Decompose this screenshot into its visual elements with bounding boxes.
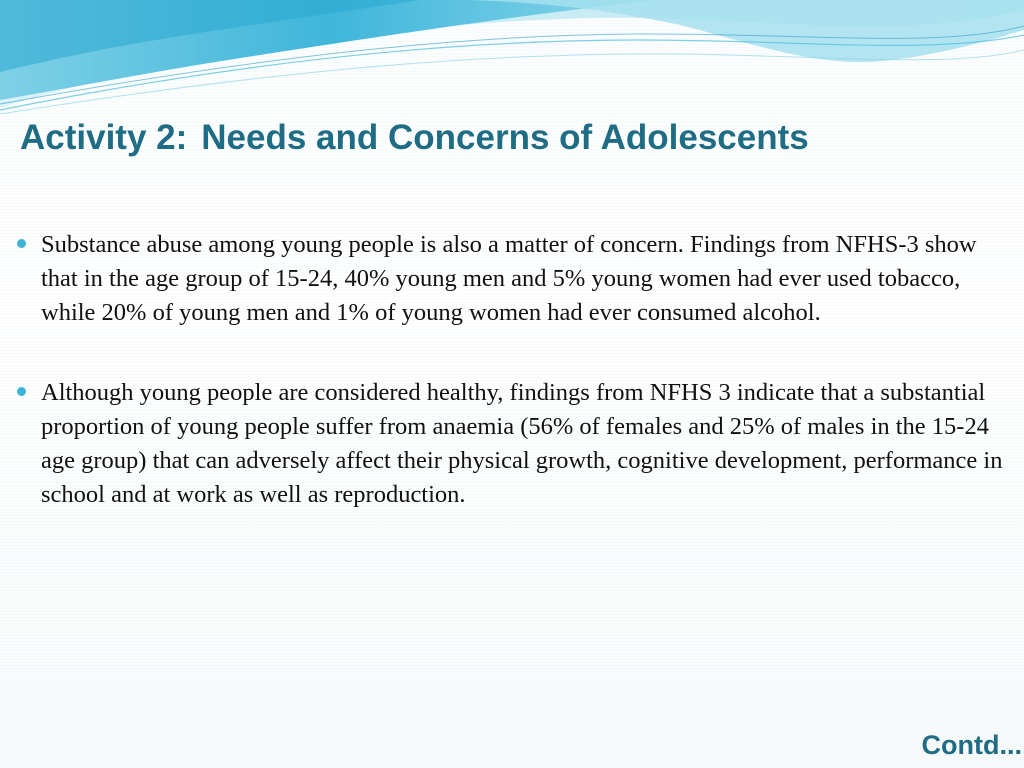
slide-title-part2: Needs and Concerns of Adolescents (201, 118, 809, 157)
bullet-dot-icon (17, 239, 26, 248)
contd-label: Contd... (921, 730, 1022, 760)
bullet-text: Substance abuse among young people is also a matter of concern. Findings from NFHS-3 show that in the age group of 15-24, 40% young men and 5% young women had ever used tobacco, while 20% of young men and 1% of young women had ever consumed alcohol. (41, 231, 977, 326)
bullet-text: Although young people are considered healthy, findings from NFHS 3 indicate that a substantial proportion of young people suffer from anaemia (56% of females and 25% of males in the 15-24 age group) that can adversely affect their physical growth, cognitive development, performance in school and at work as well as reproduction. (41, 379, 1003, 508)
bullet-list (14, 228, 1019, 558)
bullet-dot-icon (17, 387, 26, 396)
bullet-item-anaemia (14, 376, 1019, 512)
header-wave-decoration (0, 0, 1024, 120)
slide-title-part1: Activity 2: (20, 118, 188, 157)
bullet-item-substance-abuse (14, 228, 1019, 330)
slide-title (20, 118, 809, 158)
